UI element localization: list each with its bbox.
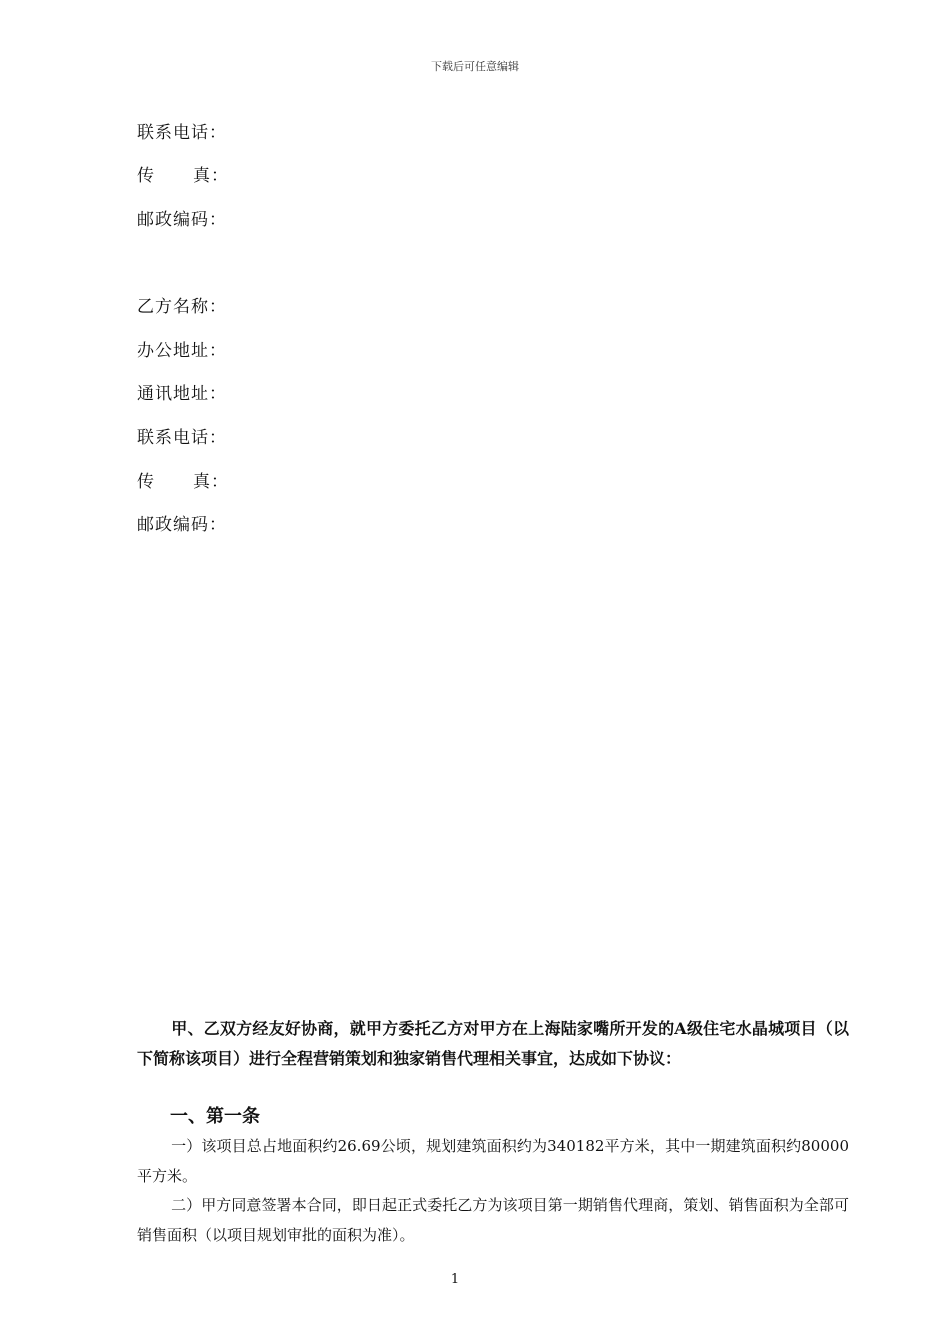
party-b-postcode-label: 邮政编码： — [137, 515, 227, 535]
article-1-clause-2 — [137, 1190, 849, 1250]
party-a-fax-label — [137, 161, 229, 186]
party-b-fax-label — [137, 467, 229, 492]
fax-label-part-2: 真： — [193, 472, 229, 492]
fax-label-part-2: 真： — [193, 166, 229, 186]
fax-label-part-1: 传 — [137, 472, 155, 492]
page-number: 1 — [450, 1272, 460, 1287]
clause-1-text: 一）该项目总占地面积约26.69公顷，规划建筑面积约为340182平方米，其中一期建筑面积约80000平方米。 — [137, 1137, 849, 1185]
party-a-phone-label: 联系电话： — [137, 123, 227, 143]
intro-text: 甲、乙双方经友好协商，就甲方委托乙方对甲方在上海陆家嘴所开发的A级住宅水晶城项目（以下简称该项目）进行全程营销策划和独家销售代理相关事宜，达成如下协议： — [137, 1019, 849, 1068]
party-b-office-address-label: 办公地址： — [137, 341, 227, 361]
party-a-postcode-label: 邮政编码： — [137, 210, 227, 230]
party-b-name-label: 乙方名称： — [137, 297, 227, 317]
clause-2-text: 二）甲方同意签署本合同，即日起正式委托乙方为该项目第一期销售代理商，策划、销售面积为全部可销售面积（以项目规划审批的面积为准）。 — [137, 1196, 849, 1244]
party-b-mail-address-label: 通讯地址： — [137, 384, 227, 404]
page-header: 下载后可任意编辑 — [431, 60, 519, 73]
article-1-title: 一、第一条 — [170, 1106, 260, 1127]
fax-label-part-1: 传 — [137, 166, 155, 186]
agreement-intro — [137, 1014, 849, 1074]
article-1-clause-1 — [137, 1131, 849, 1191]
party-b-phone-label: 联系电话： — [137, 428, 227, 448]
